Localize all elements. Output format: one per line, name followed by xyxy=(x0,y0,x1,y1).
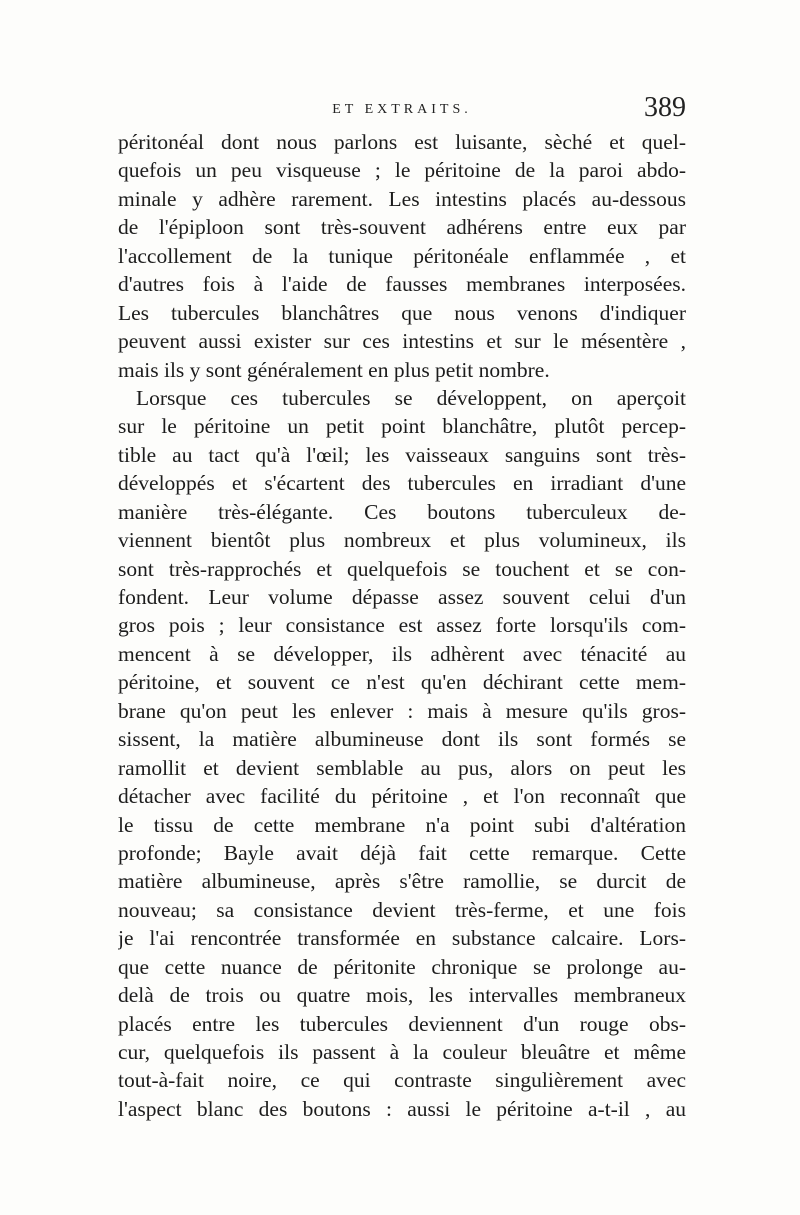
text-line: sont très-rapprochés et quelquefois se touchent et se con- xyxy=(118,556,686,581)
text-line: l'aspect blanc des boutons : aussi le péritoine a-t-il , au xyxy=(118,1096,686,1121)
text-line: d'autres fois à l'aide de fausses membranes interposées. xyxy=(118,272,686,297)
text-line: que cette nuance de péritonite chronique se prolonge au- xyxy=(118,954,686,979)
text-line: mencent à se développer, ils adhèrent avec ténacité au xyxy=(118,641,686,666)
text-line: delà de trois ou quatre mois, les intervalles membraneux xyxy=(118,983,686,1008)
text-line: sur le péritoine un petit point blanchâtre, plutôt percep- xyxy=(118,414,686,439)
text-line: développés et s'écartent des tubercules en irradiant d'une xyxy=(118,471,686,496)
running-head xyxy=(118,92,686,132)
text-line: quefois un peu visqueuse ; le péritoine de la paroi abdo- xyxy=(118,158,686,183)
text-line: l'accollement de la tunique péritonéale enflammée , et xyxy=(118,243,686,268)
text-line: Lorsque ces tubercules se développent, on aperçoit xyxy=(136,385,686,410)
text-line: minale y adhère rarement. Les intestins placés au-dessous xyxy=(118,186,686,211)
text-line: gros pois ; leur consistance est assez forte lorsqu'ils com- xyxy=(118,613,686,638)
text-line: viennent bientôt plus nombreux et plus volumineux, ils xyxy=(118,528,686,553)
running-title: ET EXTRAITS. xyxy=(332,102,472,117)
text-line: manière très-élégante. Ces boutons tuberculeux de- xyxy=(118,499,686,524)
text-line: nouveau; sa consistance devient très-ferme, et une fois xyxy=(118,897,686,922)
text-line: ramollit et devient semblable au pus, alors on peut les xyxy=(118,755,686,780)
text-line: Les tubercules blanchâtres que nous venons d'indiquer xyxy=(118,300,686,325)
text-line: détacher avec facilité du péritoine , et l'on reconnaît que xyxy=(118,784,686,809)
text-line: de l'épiploon sont très-souvent adhérens entre eux par xyxy=(118,215,686,240)
text-line: matière albumineuse, après s'être ramollie, se durcit de xyxy=(118,869,686,894)
text-line: péritonéal dont nous parlons est luisante, sèché et quel- xyxy=(118,130,686,154)
text-line: peuvent aussi exister sur ces intestins et sur le mésentère , xyxy=(118,329,686,354)
text-line: profonde; Bayle avait déjà fait cette remarque. Cette xyxy=(118,840,686,865)
text-line: tout-à-fait noire, ce qui contraste singulièrement avec xyxy=(118,1068,686,1093)
text-line: brane qu'on peut les enlever : mais à mesure qu'ils gros- xyxy=(118,698,686,723)
page-number: 389 xyxy=(644,92,686,123)
text-line: mais ils y sont généralement en plus petit nombre. xyxy=(118,357,550,382)
text-line: tible au tact qu'à l'œil; les vaisseaux sanguins sont très- xyxy=(118,442,686,467)
text-line: sissent, la matière albumineuse dont ils sont formés se xyxy=(118,727,686,752)
text-line: cur, quelquefois ils passent à la couleur bleuâtre et même xyxy=(118,1040,686,1064)
text-line: fondent. Leur volume dépasse assez souvent celui d'un xyxy=(118,585,686,609)
body-text xyxy=(118,128,686,1123)
text-line: péritoine, et souvent ce n'est qu'en déchirant cette mem- xyxy=(118,670,686,695)
text-line: placés entre les tubercules deviennent d'un rouge obs- xyxy=(118,1011,686,1036)
text-line: le tissu de cette membrane n'a point subi d'altération xyxy=(118,812,686,837)
text-line: je l'ai rencontrée transformée en substance calcaire. Lors- xyxy=(118,926,686,951)
